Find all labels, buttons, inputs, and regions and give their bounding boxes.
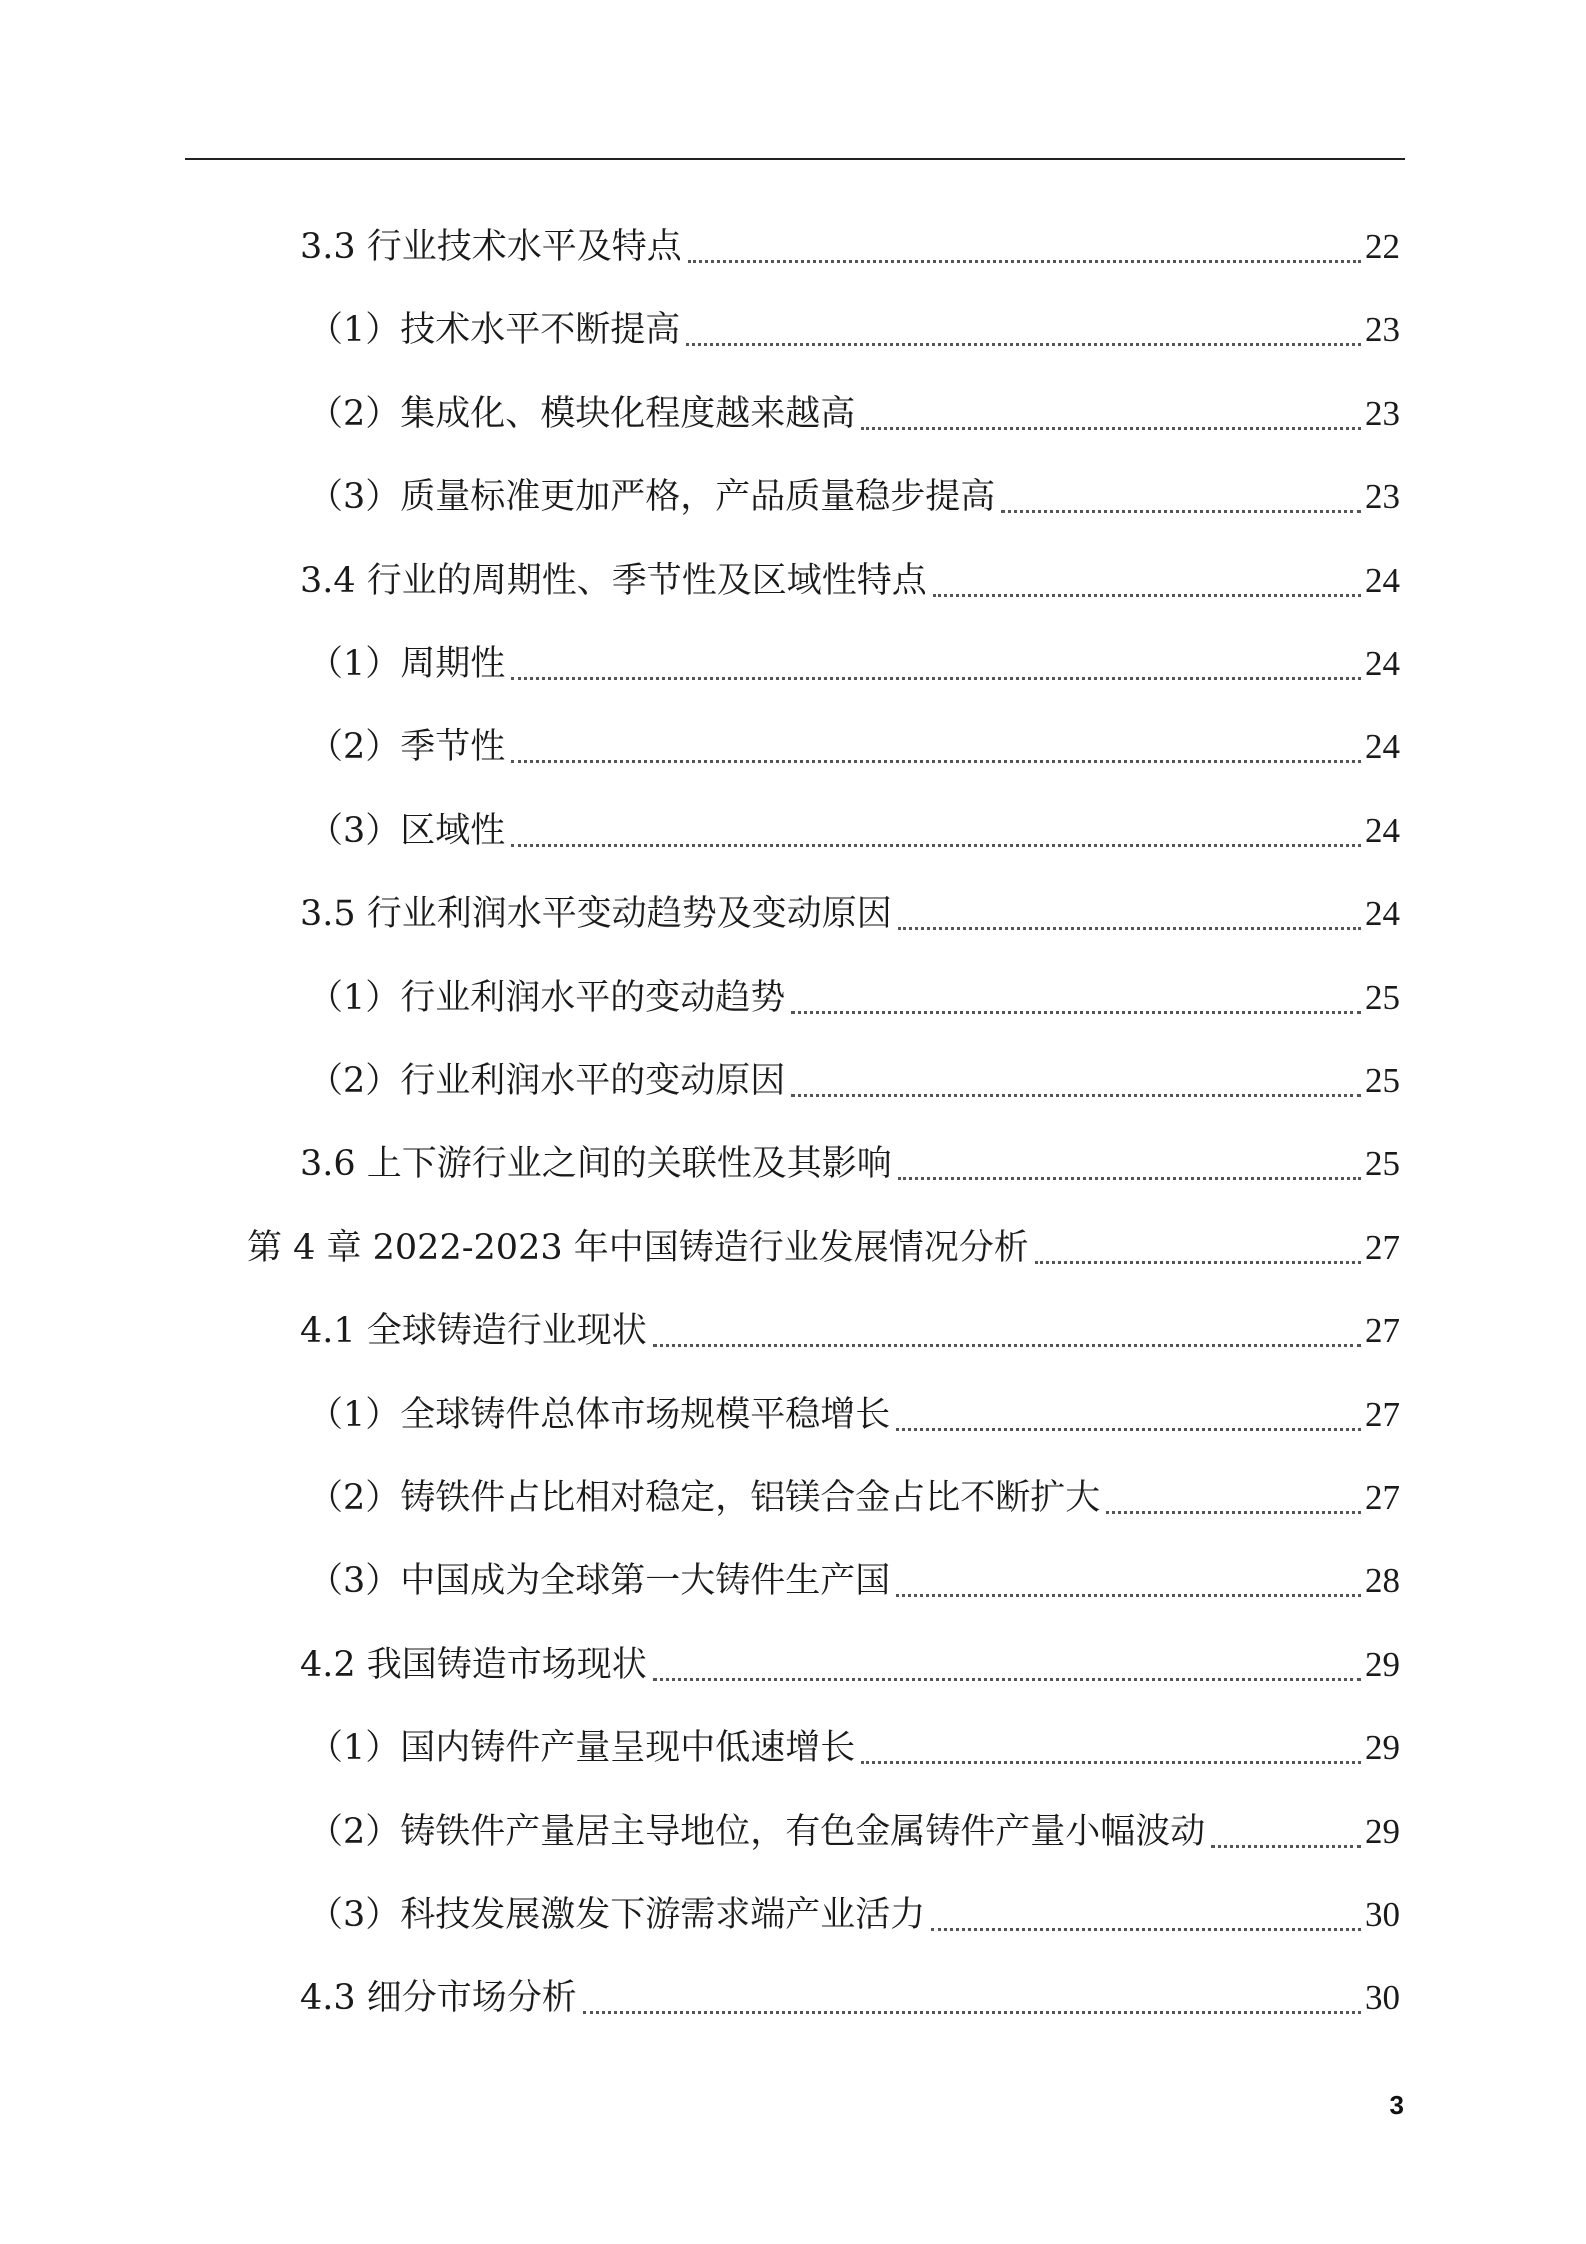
toc-entry-page: 24 [1365,644,1400,683]
toc-dot-leader [896,1594,1361,1597]
toc-entry[interactable] [308,467,1400,527]
toc-entry[interactable] [300,1968,1400,2028]
toc-dot-leader [896,1428,1361,1431]
toc-entry-page: 29 [1365,1644,1400,1684]
toc-entry-title: （1）行业利润水平的变动趋势 [308,977,786,1018]
toc-entry-page: 24 [1365,894,1400,934]
toc-entry[interactable] [308,1802,1400,1862]
toc-entry-title: （3）中国成为全球第一大铸件生产国 [308,1561,891,1602]
toc-entry-title: （2）集成化、模块化程度越来越高 [308,393,856,434]
toc-entry-page: 25 [1365,1144,1400,1184]
header-rule [185,158,1405,160]
toc-entry-title: （2）行业利润水平的变动原因 [308,1061,786,1101]
toc-entry-title: （1）全球铸件总体市场规模平稳增长 [308,1394,891,1435]
toc-entry-page: 29 [1365,1728,1400,1768]
toc-entry-title: 3.4 行业的周期性、季节性及区域性特点 [300,560,927,601]
toc-entry[interactable] [247,1218,1400,1278]
toc-entry[interactable] [308,384,1400,444]
toc-entry-title: （1）周期性 [308,644,506,684]
toc-entry[interactable] [308,1551,1400,1611]
toc-entry[interactable] [300,217,1400,277]
toc-dot-leader [1211,1845,1361,1848]
toc-entry[interactable] [308,717,1400,777]
toc-entry[interactable] [308,1385,1400,1445]
toc-entry-title: 3.6 上下游行业之间的关联性及其影响 [300,1144,892,1185]
toc-entry[interactable] [300,1301,1400,1361]
toc-entry[interactable] [308,1718,1400,1778]
toc-dot-leader [933,594,1361,597]
toc-entry-title: （2）铸铁件产量居主导地位，有色金属铸件产量小幅波动 [308,1811,1206,1852]
toc-dot-leader [686,343,1361,346]
toc-entry-page: 25 [1365,1061,1400,1100]
toc-entry[interactable] [308,634,1400,694]
toc-entry-page: 30 [1365,1978,1400,2018]
toc-entry-title: 3.3 行业技术水平及特点 [300,227,682,267]
toc-dot-leader [1035,1261,1361,1264]
toc-entry-page: 29 [1365,1811,1400,1851]
toc-entry-page: 22 [1365,227,1400,266]
toc-entry[interactable] [308,801,1400,861]
toc-entry-page: 27 [1365,1394,1400,1434]
toc-dot-leader [898,927,1361,930]
toc-dot-leader [898,1177,1361,1180]
toc-entry-title: （1）国内铸件产量呈现中低速增长 [308,1728,856,1769]
toc-entry-title: 4.1 全球铸造行业现状 [300,1311,647,1352]
toc-entry-page: 23 [1365,310,1400,350]
toc-dot-leader [688,260,1361,263]
toc-entry[interactable] [300,1134,1400,1194]
toc-entry-page: 30 [1365,1895,1400,1934]
toc-entry-page: 24 [1365,810,1400,850]
toc-entry-page: 24 [1365,727,1400,767]
toc-entry-title: （3）区域性 [308,810,506,851]
toc-dot-leader [861,427,1361,430]
toc-dot-leader [861,1761,1361,1764]
toc-entry[interactable] [300,884,1400,944]
toc-entry-page: 23 [1365,477,1400,517]
toc-dot-leader [931,1928,1361,1931]
toc-entry-title: （1）技术水平不断提高 [308,310,681,351]
toc-entry-title: 4.3 细分市场分析 [300,1978,577,2019]
toc-dot-leader [583,2011,1361,2014]
toc-dot-leader [511,760,1361,763]
toc-entry-page: 28 [1365,1561,1400,1601]
toc-entry-page: 27 [1365,1311,1400,1351]
toc-entry[interactable] [308,1051,1400,1111]
toc-entry-title: 3.5 行业利润水平变动趋势及变动原因 [300,894,892,935]
toc-entry[interactable] [300,551,1400,611]
toc-dot-leader [791,1094,1361,1097]
toc-entry-page: 27 [1365,1227,1400,1267]
toc-entry-title: （2）季节性 [308,727,506,768]
toc-entry[interactable] [308,1468,1400,1528]
toc-dot-leader [653,1344,1361,1347]
page-number: 3 [1389,2090,1404,2120]
toc-dot-leader [1001,510,1361,513]
toc-entry-page: 27 [1365,1478,1400,1517]
toc-entry-page: 24 [1365,560,1400,600]
toc-entry-title: （3）质量标准更加严格，产品质量稳步提高 [308,477,996,518]
toc-entry[interactable] [308,968,1400,1028]
toc-entry-title: 第 4 章 2022-2023 年中国铸造行业发展情况分析 [247,1227,1029,1268]
toc-entry-title: （3）科技发展激发下游需求端产业活力 [308,1895,926,1935]
toc-entry[interactable] [308,1885,1400,1945]
toc-entry-page: 25 [1365,977,1400,1017]
toc-dot-leader [511,844,1361,847]
toc-entry[interactable] [308,300,1400,360]
toc-entry-title: （2）铸铁件占比相对稳定，铝镁合金占比不断扩大 [308,1478,1101,1518]
toc-dot-leader [511,677,1361,680]
toc-entry[interactable] [300,1635,1400,1695]
toc-entry-page: 23 [1365,393,1400,433]
toc-dot-leader [1106,1511,1361,1514]
toc-dot-leader [653,1678,1361,1681]
toc-dot-leader [791,1011,1361,1014]
toc-entry-title: 4.2 我国铸造市场现状 [300,1644,647,1685]
